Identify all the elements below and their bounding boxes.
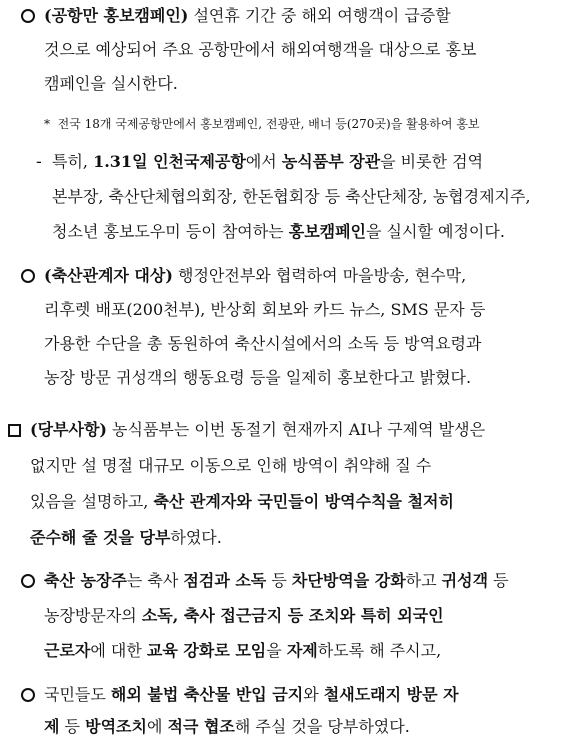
text-run: 을 실시할 예정이다. <box>366 222 505 241</box>
circle-bullet-icon <box>21 688 35 702</box>
block2-line1 <box>52 152 483 172</box>
dash-marker: - <box>36 152 42 172</box>
circle-bullet-icon <box>21 269 35 283</box>
text-run: 을 비롯한 검역 <box>380 152 484 171</box>
text-run: 에 대한 <box>90 641 147 660</box>
bold-run: 해외 불법 축산물 반입 금지 <box>110 685 304 704</box>
block4-line3 <box>30 492 454 512</box>
block6-line2 <box>44 717 410 737</box>
block3-line4: 농장 방문 귀성객의 행동요령 등을 일제히 홍보한다고 밝혔다. <box>44 368 472 387</box>
block4-line1 <box>30 420 485 440</box>
bold-run: 근로자 <box>44 641 91 660</box>
bold-run: 소독, 축사 접근금지 등 조치와 특히 외국인 <box>141 606 444 625</box>
bold-run: 홍보캠페인 <box>288 222 367 241</box>
block6-line1 <box>44 685 459 705</box>
bold-run: 자제 <box>286 641 318 660</box>
text-run: 국민들도 <box>44 685 111 704</box>
block5-line2 <box>44 606 444 626</box>
note-marker: * <box>44 117 50 131</box>
note-line <box>44 114 480 134</box>
bold-run: 적극 협조 <box>167 717 235 736</box>
block2-line2: 본부장, 축산단체협의회장, 한돈협회장 등 축산단체장, 농협경제지주, <box>52 187 531 206</box>
bold-run: 1.31일 인천국제공항 <box>93 152 246 171</box>
block1-line2: 것으로 예상되어 주요 공항만에서 해외여행객을 대상으로 홍보 <box>44 40 477 59</box>
bold-run: 축산 관계자와 국민들이 방역수칙을 철저히 <box>153 492 454 511</box>
square-bullet-icon <box>8 424 21 437</box>
text-run: 와 <box>303 685 324 704</box>
block3-heading: (축산관계자 대상) <box>44 266 173 285</box>
circle-bullet-icon <box>21 9 35 23</box>
block5-line3 <box>44 641 441 661</box>
block1-line1 <box>44 6 451 26</box>
text-run: 에서 <box>245 152 282 171</box>
text-run: 하고 <box>405 571 442 590</box>
block4-line2: 없지만 설 명절 대규모 이동으로 인해 방역이 취약해 질 수 <box>30 456 432 475</box>
block3-line2: 리후렛 배포(200천부), 반상회 회보와 카드 뉴스, SMS 문자 등 <box>44 300 486 319</box>
bold-run: 농식품부 장관 <box>281 152 381 171</box>
bold-run: 준수해 줄 것을 당부 <box>30 528 171 547</box>
text-run: 하였다. <box>170 528 222 547</box>
text-run: 청소년 홍보도우미 등이 참여하는 <box>52 222 289 241</box>
block4-text: 농식품부는 이번 동절기 현재까지 AI나 구제역 발생은 <box>106 420 486 439</box>
text-run: 을 <box>266 641 287 660</box>
bold-run: 차단방역을 강화 <box>291 571 406 590</box>
text-run: 등 <box>488 571 509 590</box>
text-run: 에 <box>146 717 168 736</box>
circle-bullet-icon <box>21 574 35 588</box>
bold-run: 방역조치 <box>85 717 147 736</box>
text-run: 해 주실 것을 당부하였다. <box>234 717 410 736</box>
bold-run: 점검과 소독 <box>183 571 267 590</box>
note-text: 전국 18개 국제공항만에서 홍보캠페인, 전광판, 배너 등(270곳)을 활용하여 홍보 <box>57 117 480 131</box>
block1-line3: 캠페인을 실시한다. <box>44 74 178 93</box>
bold-run: 제 <box>44 717 60 736</box>
text-run: 있음을 설명하고, <box>30 492 154 511</box>
block3-text: 행정안전부와 협력하여 마을방송, 현수막, <box>172 266 467 285</box>
text-run: 등 <box>59 717 86 736</box>
block4-heading: (당부사항) <box>30 420 107 439</box>
block5-line1 <box>44 571 509 591</box>
text-run: 특히, <box>52 152 94 171</box>
block3-line1 <box>44 266 466 286</box>
text-run: 등 <box>266 571 292 590</box>
text-run: 는 축사 <box>126 571 184 590</box>
bold-run: 축산 농장주 <box>44 571 127 590</box>
bold-run: 교육 강화로 모임 <box>146 641 267 660</box>
block3-line3: 가용한 수단을 총 동원하여 축산시설에서의 소독 등 방역요령과 <box>44 334 482 353</box>
text-run: 하도록 해 주시고, <box>317 641 442 660</box>
block1-text: 설연휴 기간 중 해외 여행객이 급증할 <box>188 6 451 25</box>
block4-line4 <box>30 528 222 548</box>
text-run: 농장방문자의 <box>44 606 142 625</box>
block2-line3 <box>52 222 505 242</box>
block1-heading: (공항만 홍보캠페인) <box>44 6 189 25</box>
bold-run: 철새도래지 방문 자 <box>323 685 459 704</box>
bold-run: 귀성객 <box>441 571 489 590</box>
